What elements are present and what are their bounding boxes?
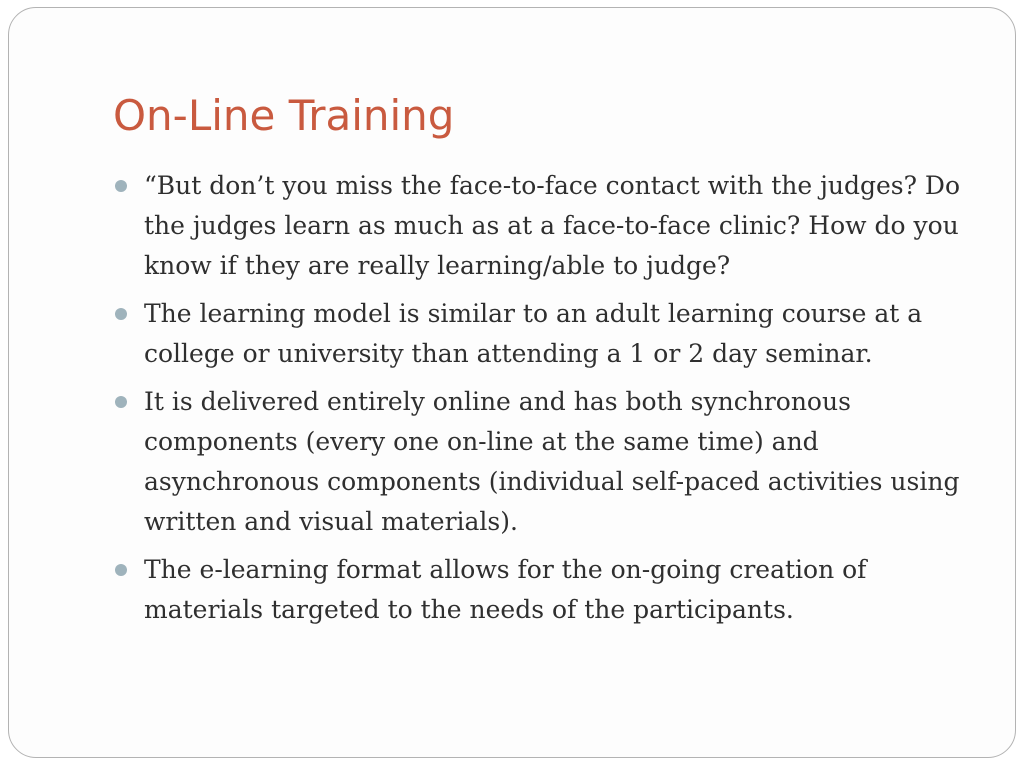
bullet-item [115, 166, 965, 286]
bullet-dot-icon [115, 308, 127, 320]
bullet-dot-icon [115, 564, 127, 576]
slide-title: On-Line Training [113, 91, 455, 140]
bullet-text: The learning model is similar to an adult learning course at a college or university than attending a 1 or 2 day seminar. [144, 299, 923, 368]
bullet-list [115, 166, 965, 638]
bullet-text: It is delivered entirely online and has both synchronous components (every one on-line at the same time) and asynchronous components (individual self-paced activities using written and visual materials). [144, 387, 960, 536]
bullet-dot-icon [115, 396, 127, 408]
bullet-item [115, 550, 965, 630]
bullet-dot-icon [115, 180, 127, 192]
bullet-item [115, 294, 965, 374]
bullet-text: “But don’t you miss the face-to-face contact with the judges? Do the judges learn as much as at a face-to-face clinic? How do you know if they are really learning/able to judge? [144, 171, 961, 280]
bullet-item [115, 382, 965, 542]
bullet-text: The e-learning format allows for the on-going creation of materials targeted to the needs of the participants. [144, 555, 867, 624]
